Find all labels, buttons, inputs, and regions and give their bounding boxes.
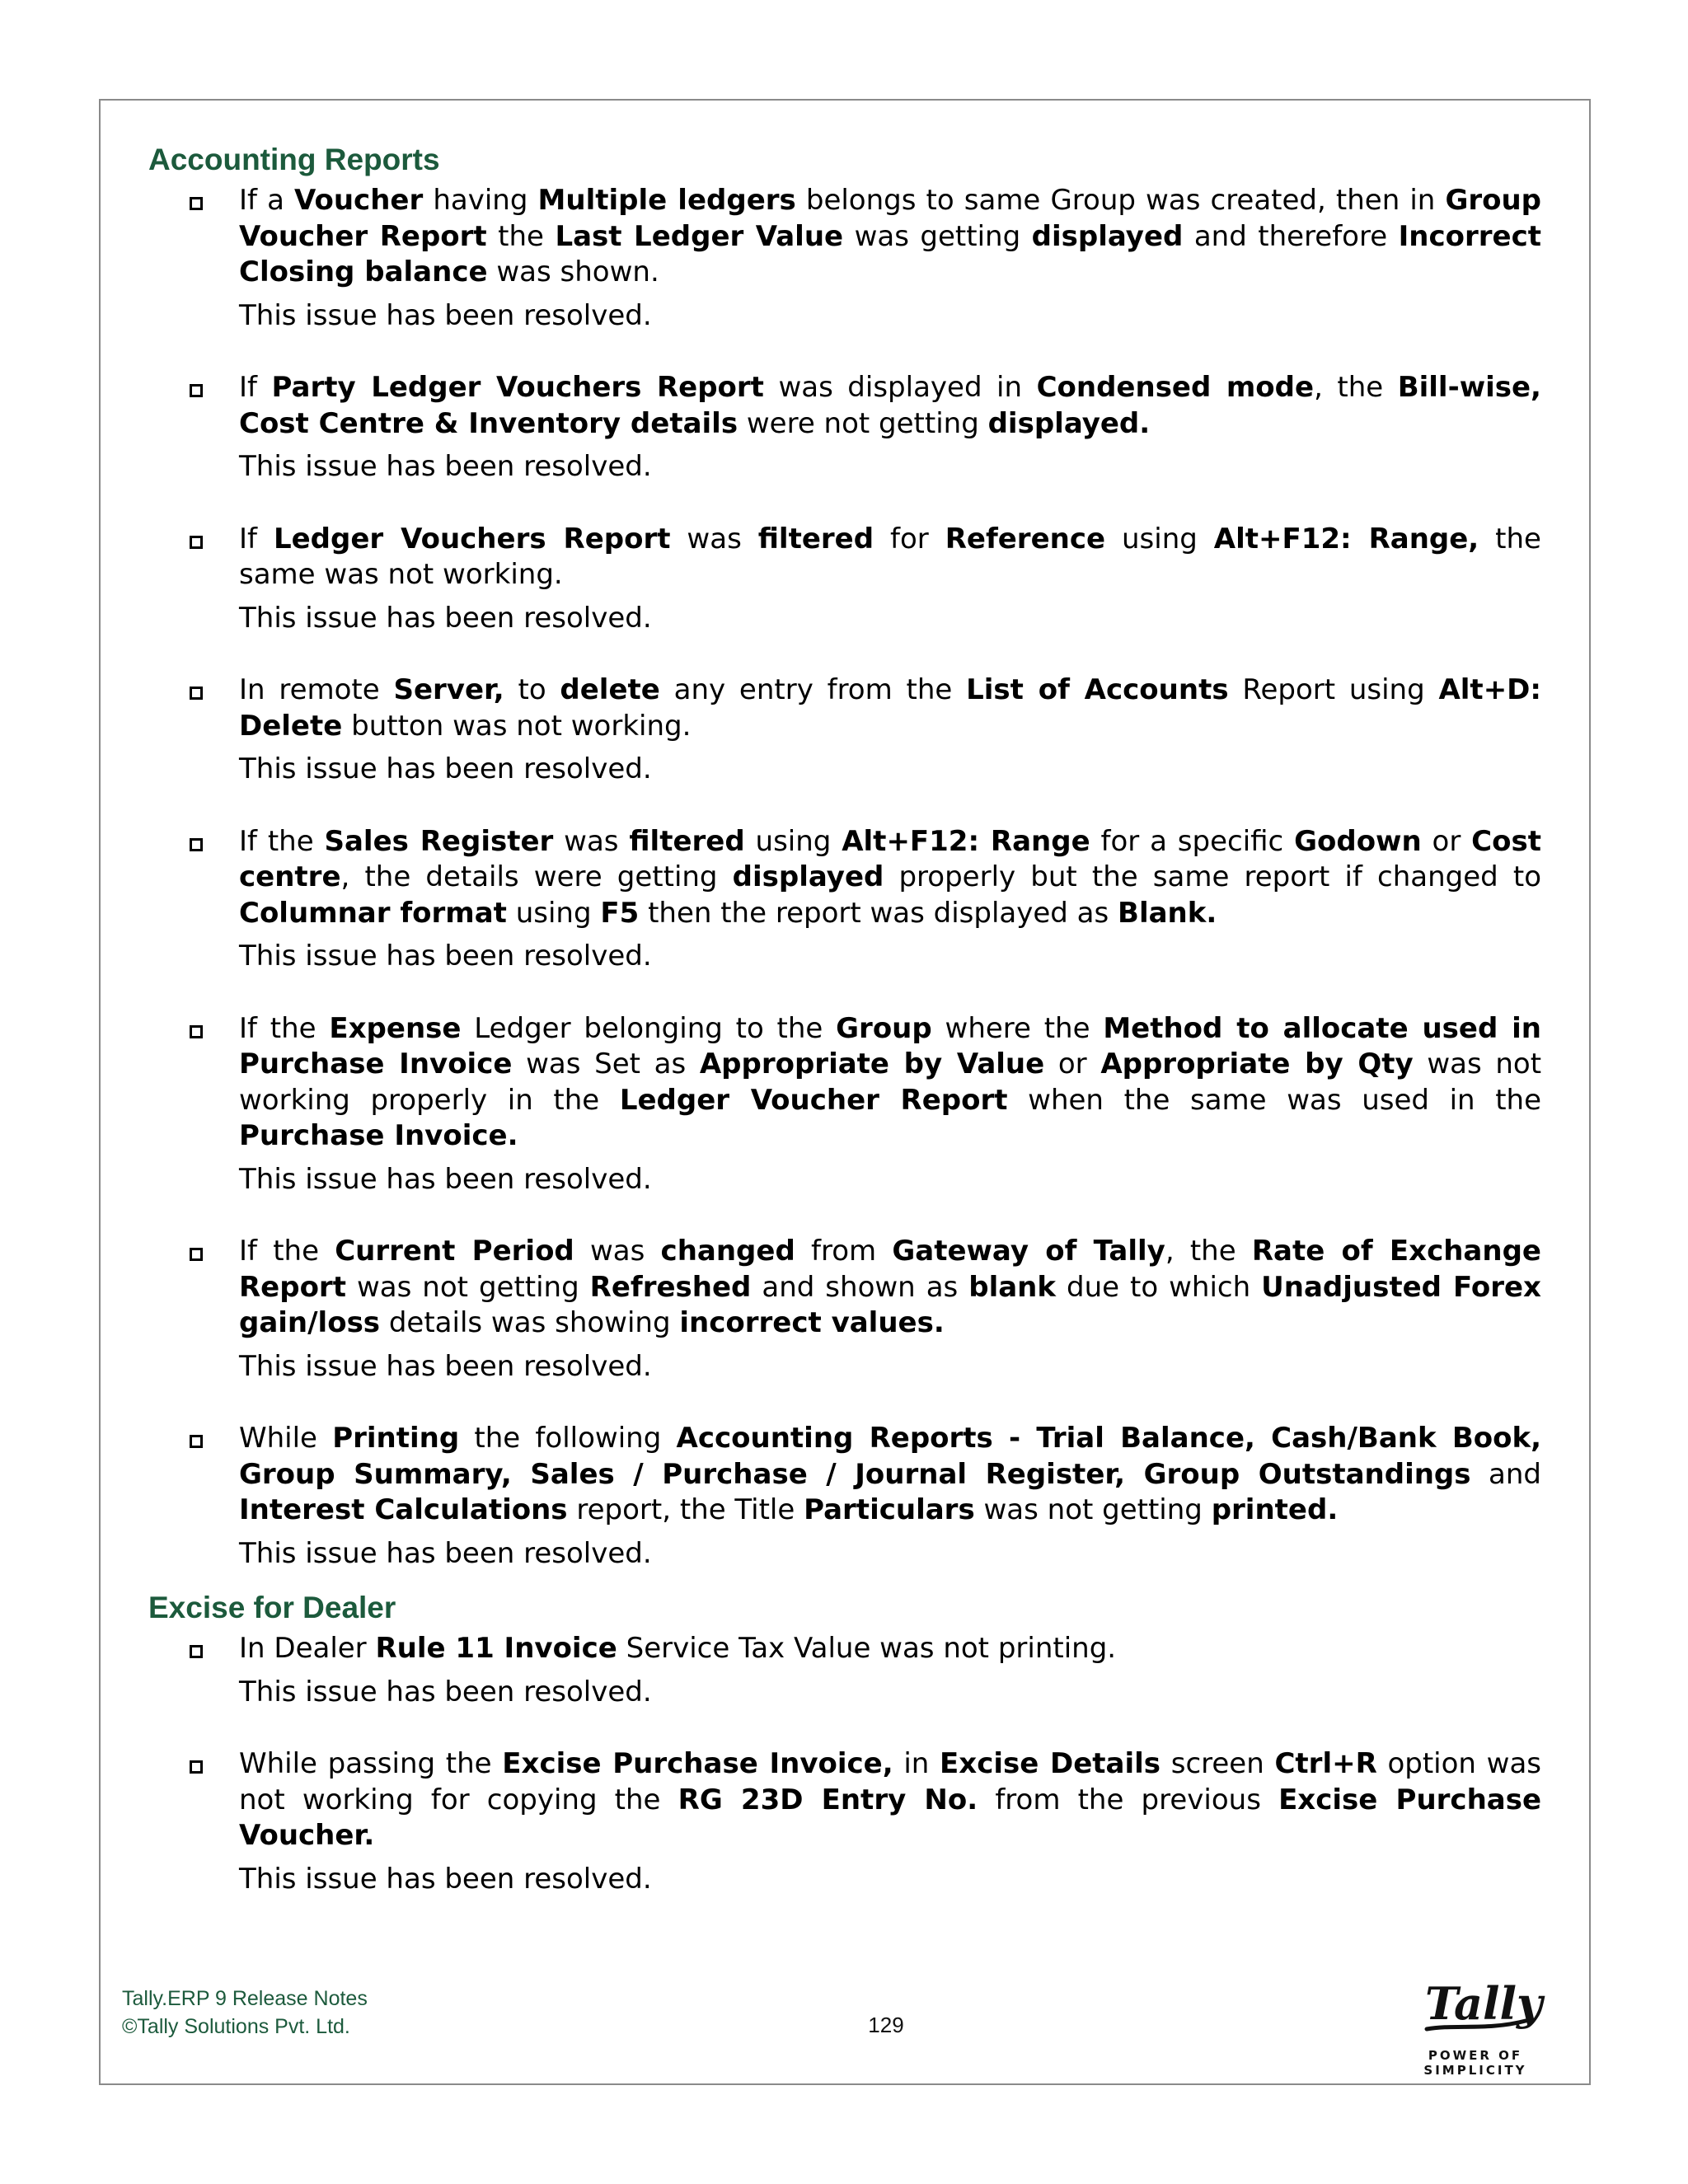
bold-term: Group (836, 1011, 932, 1045)
resolution-status: This issue has been resolved. (239, 1675, 652, 1708)
text-run: In remote (239, 673, 394, 706)
text-run: If the (239, 1235, 335, 1268)
bold-term: Server, (393, 673, 504, 706)
text-run: properly but the same report if changed to (884, 860, 1541, 893)
bold-term: Unadjusted Forex gain/loss (239, 1270, 1541, 1339)
bold-term: Rate of Exchange Report (239, 1235, 1541, 1304)
text-run: then the report was displayed as (639, 896, 1118, 930)
text-run: the same was not working. (239, 522, 1541, 591)
square-bullet-icon (190, 687, 203, 700)
bold-term: Ledger Vouchers Report (273, 522, 671, 555)
square-bullet-icon (190, 197, 203, 210)
text-run: was displayed in (763, 371, 1037, 404)
bold-term: Appropriate by Value (699, 1047, 1045, 1080)
resolution-status: This issue has been resolved. (239, 1536, 652, 1570)
text-run: While passing the (239, 1747, 503, 1780)
text-run: option was not working for copying the (239, 1747, 1542, 1816)
section-heading: Excise for Dealer (148, 1591, 396, 1624)
bold-term: Appropriate by Qty (1100, 1047, 1414, 1080)
issue-description (239, 1234, 1541, 1342)
text-run: was not getting (345, 1270, 590, 1304)
text-run: was not getting (974, 1493, 1212, 1526)
list-item (148, 183, 1541, 334)
text-run: any entry from the (659, 673, 967, 706)
bold-term: Group Voucher Report (239, 184, 1542, 253)
text-run: was (574, 1235, 661, 1268)
text-run: details was showing (380, 1306, 680, 1339)
issue-description (239, 183, 1541, 291)
footer-info (122, 1985, 368, 2041)
bold-term: Columnar format (239, 896, 507, 930)
tally-logo (1376, 1976, 1574, 2078)
bold-term: Rule 11 Invoice (375, 1632, 617, 1665)
text-run: was Set as (512, 1047, 700, 1080)
text-run: While (239, 1422, 333, 1455)
text-run: was (553, 824, 630, 858)
bold-term: Printing (332, 1422, 460, 1455)
issue-description (239, 673, 1541, 744)
issue-description (239, 1421, 1541, 1529)
text-run: was shown. (487, 255, 659, 288)
bold-term: Bill-wise, Cost Centre & Inventory details (239, 371, 1541, 440)
issue-description (239, 1746, 1541, 1854)
bold-term: Particulars (804, 1493, 975, 1526)
text-run: , the (1314, 371, 1398, 404)
square-bullet-icon (190, 1760, 203, 1774)
text-run: using (1105, 522, 1214, 555)
resolution-status: This issue has been resolved. (239, 450, 652, 483)
footer-doc-title: Tally.ERP 9 Release Notes (122, 1987, 368, 2010)
bold-term: filtered (757, 522, 874, 555)
bold-term: Accounting Reports - Trial Balance, Cash/Bank Book, Group Summary, Sales / Purchase / Journal Register, Group Outstandings (239, 1422, 1541, 1491)
issue-list (148, 183, 1541, 1572)
bold-term: delete (560, 673, 660, 706)
bold-term: displayed. (987, 406, 1151, 440)
text-run: was getting (843, 219, 1032, 253)
bold-term: F5 (600, 896, 640, 930)
issue-description (239, 370, 1541, 442)
text-run: button was not working. (342, 709, 692, 743)
bold-term: Cost centre (239, 824, 1541, 893)
bold-term: Interest Calculations (239, 1493, 568, 1526)
text-run: the (486, 219, 556, 253)
text-run: was not working properly in the (239, 1047, 1542, 1117)
resolution-status: This issue has been resolved. (239, 1349, 652, 1383)
bold-term: Ctrl+R (1274, 1747, 1377, 1780)
text-run: Service Tax Value was not printing. (617, 1632, 1117, 1665)
issue-list (148, 1631, 1541, 1897)
square-bullet-icon (190, 384, 203, 397)
bold-term: changed (660, 1235, 795, 1268)
square-bullet-icon (190, 838, 203, 851)
resolution-status: This issue has been resolved. (239, 1162, 652, 1196)
text-run: from the previous (978, 1783, 1279, 1816)
resolution-status: This issue has been resolved. (239, 940, 652, 972)
text-run: from (795, 1235, 893, 1268)
square-bullet-icon (190, 1025, 203, 1038)
bold-term: RG 23D Entry No. (678, 1783, 978, 1816)
list-item (148, 1631, 1541, 1710)
bold-term: Ledger Voucher Report (619, 1083, 1008, 1117)
release-notes-content (148, 142, 1541, 1897)
text-run: , the details were getting (340, 860, 733, 893)
resolution-status: This issue has been resolved. (239, 752, 652, 785)
text-run: screen (1160, 1747, 1275, 1780)
footer-copyright: ©Tally Solutions Pvt. Ltd. (122, 2015, 350, 2038)
bold-term: Purchase Invoice. (239, 1119, 518, 1152)
bold-term: blank (968, 1270, 1056, 1304)
bold-term: Alt+D: Delete (239, 673, 1541, 743)
text-run: Ledger belonging to the (461, 1011, 837, 1045)
issue-description (239, 824, 1541, 932)
logo-tagline: POWER OF SIMPLICITY (1423, 2048, 1527, 2078)
bold-term: Last Ledger Value (555, 219, 844, 253)
issue-description (239, 522, 1541, 593)
square-bullet-icon (190, 1645, 203, 1658)
issue-description (239, 1631, 1541, 1667)
text-run: If the (239, 824, 325, 858)
bold-term: Method to allocate used in Purchase Invoice (239, 1011, 1541, 1080)
text-run: having (423, 184, 538, 217)
bold-term: printed. (1211, 1493, 1339, 1526)
bold-term: Excise Purchase Voucher. (239, 1783, 1542, 1852)
text-run: where the (931, 1011, 1104, 1045)
bold-term: Alt+F12: Range, (1213, 522, 1479, 555)
list-item (148, 522, 1541, 637)
bold-term: displayed (732, 860, 884, 893)
bold-term: Voucher (294, 184, 424, 217)
bold-term: Reference (945, 522, 1106, 555)
text-run: were not getting (738, 406, 988, 440)
bold-term: filtered (629, 824, 745, 858)
text-run: If the (239, 1011, 330, 1045)
text-run: when the same was used in the (1007, 1083, 1542, 1117)
text-run: or (1044, 1047, 1101, 1080)
square-bullet-icon (190, 536, 203, 549)
issue-description (239, 1011, 1541, 1155)
bold-term: List of Accounts (966, 673, 1229, 706)
text-run: belongs to same Group was created, then in (795, 184, 1446, 217)
text-run: or (1421, 824, 1472, 858)
tally-logo-icon (1422, 1976, 1543, 2042)
text-run: the following (459, 1422, 677, 1455)
bold-term: Blank. (1118, 896, 1217, 930)
text-run: and shown as (751, 1270, 969, 1304)
bold-term: Alt+F12: Range (842, 824, 1090, 858)
resolution-status: This issue has been resolved. (239, 601, 652, 635)
text-run: using (744, 824, 842, 858)
text-run: If (239, 371, 272, 404)
bold-term: Sales Register (324, 824, 554, 858)
list-item (148, 370, 1541, 485)
text-run: for a specific (1090, 824, 1295, 858)
resolution-status: This issue has been resolved. (239, 298, 652, 332)
bold-term: Expense (329, 1011, 462, 1045)
text-run: using (506, 896, 601, 930)
bold-term: Excise Details (940, 1747, 1161, 1780)
list-item (148, 1746, 1541, 1897)
text-run: for (874, 522, 945, 555)
text-run: and (1470, 1457, 1541, 1491)
text-run: in (893, 1747, 940, 1780)
bold-term: Godown (1294, 824, 1422, 858)
square-bullet-icon (190, 1248, 203, 1261)
text-run: and therefore (1183, 219, 1399, 253)
tally-logo-wordmark: Tally (1425, 1977, 1543, 2030)
bold-term: displayed (1031, 219, 1184, 253)
text-run: If a (239, 184, 295, 217)
text-run: to (504, 673, 560, 706)
bold-term: Refreshed (589, 1270, 752, 1304)
text-run: In Dealer (239, 1632, 376, 1665)
text-run: , the (1165, 1235, 1252, 1268)
list-item (148, 1234, 1541, 1385)
resolution-status: This issue has been resolved. (239, 1862, 652, 1896)
bold-term: Gateway of Tally (892, 1235, 1165, 1268)
bold-term: Condensed mode (1036, 371, 1315, 404)
square-bullet-icon (190, 1435, 203, 1448)
text-run: was (670, 522, 758, 555)
list-item (148, 1421, 1541, 1572)
page-number: 129 (868, 2013, 904, 2037)
text-run: report, the Title (567, 1493, 804, 1526)
bold-term: Excise Purchase Invoice, (502, 1747, 893, 1780)
section-heading: Accounting Reports (148, 143, 440, 176)
bold-term: incorrect values. (679, 1306, 945, 1339)
bold-term: Party Ledger Vouchers Report (271, 371, 764, 404)
bold-term: Incorrect Closing balance (239, 219, 1541, 288)
bold-term: Multiple ledgers (537, 184, 796, 217)
list-item (148, 824, 1541, 975)
list-item (148, 1011, 1541, 1198)
text-run: due to which (1056, 1270, 1262, 1304)
text-run: Report using (1228, 673, 1439, 706)
text-run: If (239, 522, 274, 555)
bold-term: Current Period (335, 1235, 574, 1268)
list-item (148, 673, 1541, 788)
